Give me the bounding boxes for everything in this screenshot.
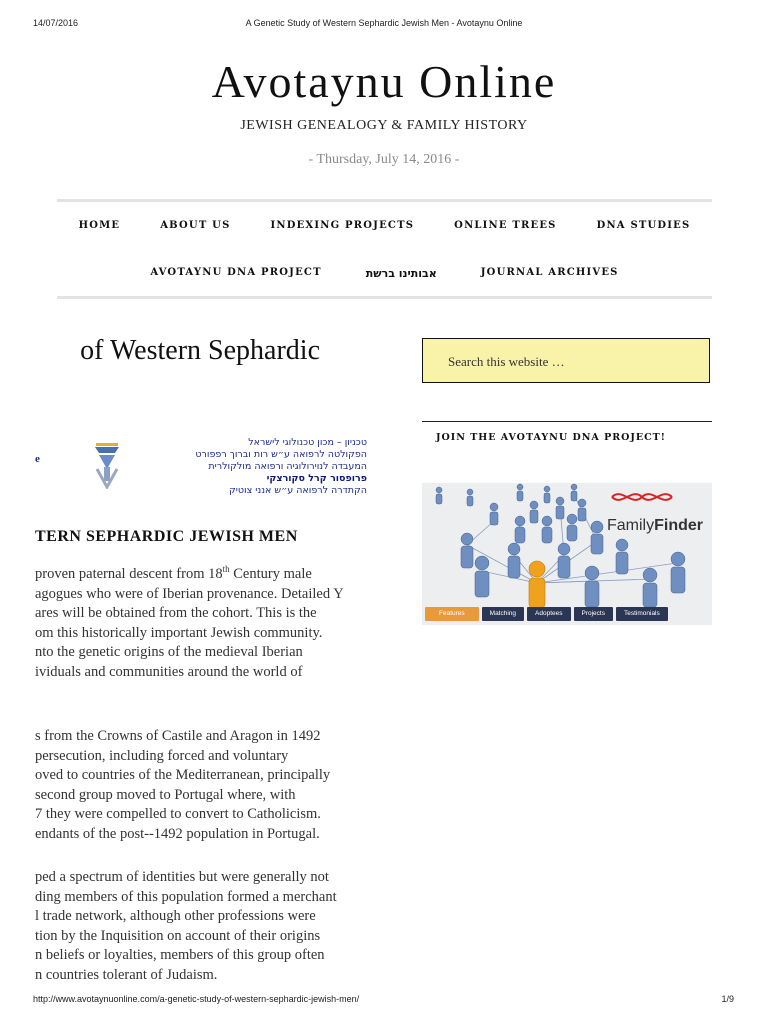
paragraph-line: 7 they were compelled to convert to Catholicism. [35, 806, 321, 822]
article-paragraph-1 [35, 565, 385, 682]
paragraph-line: s from the Crowns of Castile and Aragon in 1492 [35, 728, 321, 744]
banner-tab-matching[interactable]: Matching [482, 607, 524, 621]
site-title[interactable]: Avotaynu Online [211, 56, 557, 107]
paragraph-line: oved to countries of the Mediterranean, principally [35, 767, 331, 783]
letterhead-line: המעבדה לנוירולוגיה ורפואה מולקולרית [208, 461, 367, 472]
letterhead-stub: e [35, 453, 40, 465]
paragraph-line: l trade network, although other professions were [35, 908, 316, 924]
widget-divider [422, 421, 712, 422]
site-date: - Thursday, July 14, 2016 - [308, 152, 460, 167]
nav-dna-studies[interactable]: DNA STUDIES [596, 220, 691, 231]
article-title [35, 335, 405, 375]
paragraph-line: second group moved to Portugal where, with [35, 786, 296, 803]
nav-avotaynu-dna-project[interactable]: AVOTAYNU DNA PROJECT [150, 267, 322, 278]
paragraph-line: n beliefs or loyalties, members of this group often [35, 947, 325, 963]
technion-logo-icon [93, 439, 121, 489]
paragraph-line: ding members of this population formed a merchant [35, 888, 337, 905]
print-page-title: A Genetic Study of Western Sephardic Jewish Men - Avotaynu Online [245, 18, 523, 28]
family-finder-logo: FamilyFinder [607, 517, 703, 534]
nav-hebrew-site[interactable]: אבותינו ברשת [365, 267, 437, 280]
paragraph-line: persecution, including forced and voluntary [35, 747, 289, 764]
print-page-number: 1/9 [721, 994, 734, 1004]
main-nav-row-1 [57, 220, 712, 231]
article-paragraph-2 [35, 727, 385, 844]
nav-online-trees[interactable]: ONLINE TREES [454, 220, 557, 231]
paragraph-line: om this historically important Jewish community. [35, 624, 323, 641]
technion-letterhead [35, 433, 370, 503]
paragraph-line: endants of the post-‐1492 population in Portugal. [35, 825, 320, 842]
paragraph-line: nto the genetic origins of the medieval Iberian [35, 644, 303, 660]
letterhead-line: טכניון – מכון טכנולוגי לישראל [248, 437, 367, 448]
paragraph-line: ividuals and communities around the world of [35, 663, 303, 680]
nav-about-us[interactable]: ABOUT US [160, 220, 231, 231]
nav-indexing-projects[interactable]: INDEXING PROJECTS [270, 220, 415, 231]
letterhead-line: הקתדרה לרפואה ע״ש אנני צוטיק [229, 485, 367, 496]
banner-tab-adoptees[interactable]: Adoptees [527, 607, 570, 621]
letterhead-line: פרופסור קרל סקורצקי [266, 473, 367, 484]
paragraph-line: ped a spectrum of identities but were generally not [35, 869, 329, 885]
paragraph-line: proven paternal descent from 18th Century male [35, 565, 312, 582]
nav-top-divider [57, 199, 712, 202]
search-input[interactable]: Search this website … [422, 338, 710, 383]
main-nav-row-2 [57, 267, 712, 280]
article-paragraph-3 [35, 868, 385, 985]
nav-home[interactable]: HOME [78, 220, 121, 231]
article-title-text: of Western Sephardic [80, 335, 320, 366]
paragraph-line: agogues who were of Iberian provenance. Detailed Y [35, 585, 344, 602]
people-network-illustration [422, 483, 712, 625]
banner-tab-features[interactable]: Features [425, 607, 479, 621]
family-finder-banner[interactable] [422, 483, 712, 625]
paragraph-line: n countries tolerant of Judaism. [35, 966, 218, 983]
banner-tab-testimonials[interactable]: Testimonials [616, 607, 668, 621]
section-heading: TERN SEPHARDIC JEWISH MEN [35, 528, 298, 545]
print-url[interactable]: http://www.avotaynuonline.com/a-genetic-study-of-western-sephardic-jewish-men/ [33, 994, 360, 1004]
widget-title: JOIN THE AVOTAYNU DNA PROJECT! [436, 432, 666, 443]
site-tagline: JEWISH GENEALOGY & FAMILY HISTORY [240, 118, 528, 133]
letterhead-line: הפקולטה לרפואה ע״ש רות וברוך רפפורט [195, 449, 367, 460]
banner-tabs [425, 607, 671, 621]
letterhead-lines [195, 437, 367, 497]
banner-tab-projects[interactable]: Projects [574, 607, 613, 621]
nav-bottom-divider [57, 296, 712, 299]
paragraph-line: tion by the Inquisition on account of their origins [35, 927, 321, 944]
nav-journal-archives[interactable]: JOURNAL ARCHIVES [480, 267, 619, 278]
paragraph-line: ares will be obtained from the cohort. This is the [35, 605, 317, 621]
print-date: 14/07/2016 [33, 18, 79, 28]
